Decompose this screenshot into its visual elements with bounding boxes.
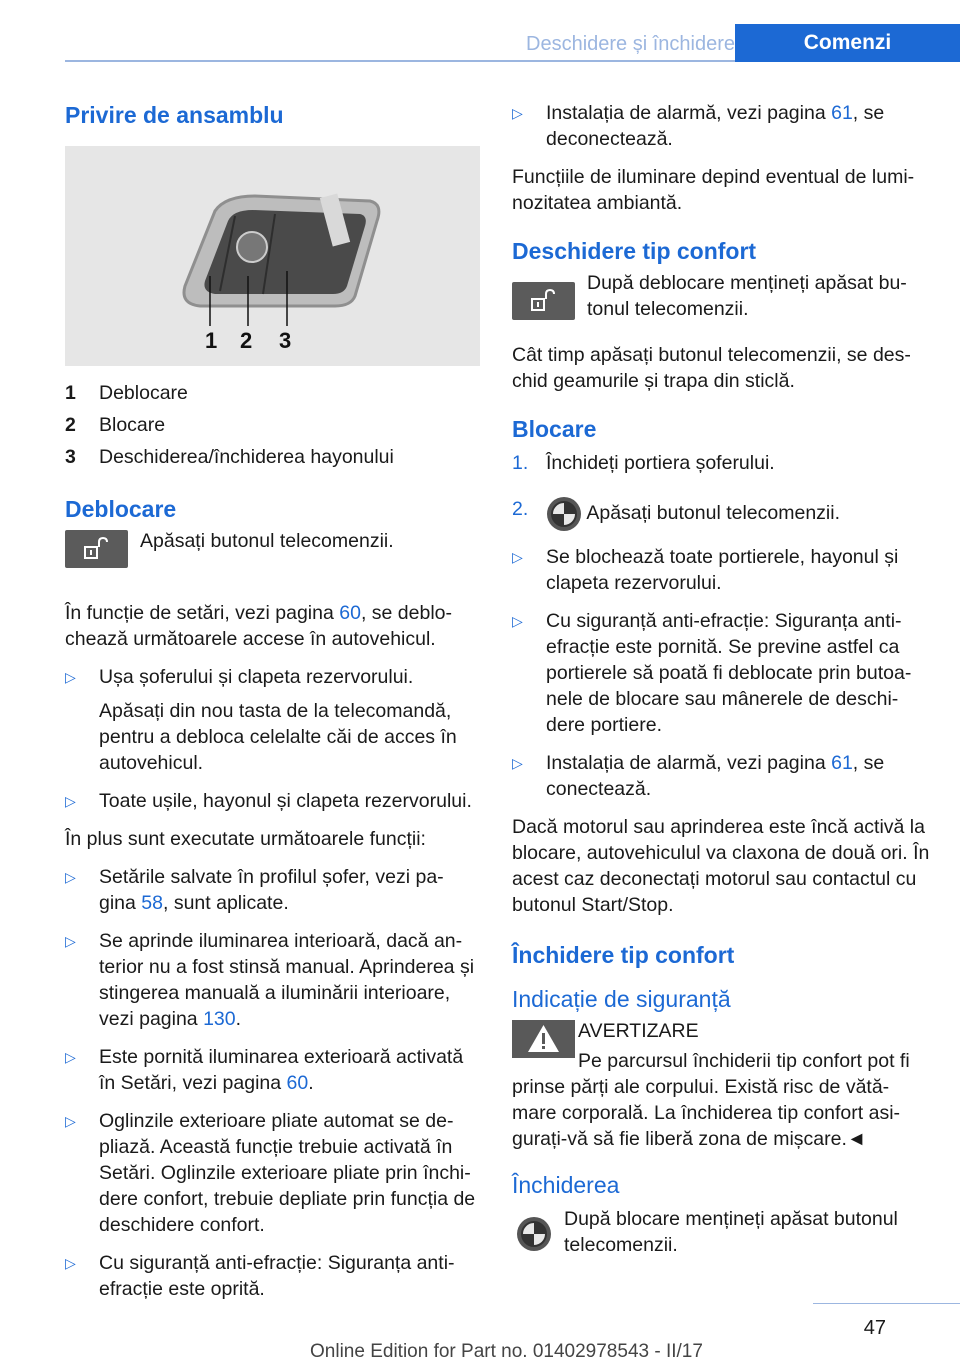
engine-paragraph: Dacă motorul sau aprinderea este încă activă la blocare, autovehiculul va claxona de două ori. În acest caz deconectați motorul sau contactul cu butonul Start/Stop. bbox=[512, 816, 930, 916]
left-column bbox=[65, 100, 483, 1314]
closing-instruction: După blocare mențineți apăsat butonul telecomenzii. bbox=[512, 1206, 930, 1264]
overview-title: Privire de ansamblu bbox=[65, 102, 284, 128]
safety-title: Indicație de siguranță bbox=[512, 986, 731, 1012]
list-item: ▷ Ușa șoferului și clapeta rezervorului. Apăsați din nou tasta de la telecomandă, pentru a debloca celelalte căi de acces în autovehicul. bbox=[65, 664, 483, 776]
footer-edition: Online Edition for Part no. 01402978543 - II/17 bbox=[310, 1341, 703, 1362]
unlock-button-icon bbox=[512, 282, 575, 320]
legend-item: 2 Blocare bbox=[65, 414, 166, 436]
header-section: Deschidere și închidere bbox=[526, 33, 735, 55]
list-item: ▷ Toate ușile, hayonul și clapeta rezervorului. bbox=[65, 788, 483, 814]
unlock-paragraph: În funcție de setări, vezi pagina 60, se deblo‐ chează următoarele accese în autovehicul. bbox=[65, 602, 453, 650]
unlock-button-icon bbox=[65, 530, 128, 568]
warning-icon bbox=[512, 1020, 575, 1058]
comfort-open-paragraph: Cât timp apăsați butonul telecomenzii, se des‐ chid geamurile și trapa din sticlă. bbox=[512, 344, 911, 392]
list-item: ▷ Se blochează toate portierele, hayonul și clapeta rezervorului. bbox=[512, 544, 930, 596]
right-column bbox=[512, 100, 930, 1278]
lock-title: Blocare bbox=[512, 416, 597, 442]
legend-item: 1 Deblocare bbox=[65, 382, 188, 404]
key-label-1: 1 bbox=[205, 328, 218, 353]
warning-block bbox=[512, 1018, 930, 1152]
key-fob-image bbox=[65, 146, 480, 366]
list-item: ▷ Setările salvate în profilul șofer, vezi pa‐ gina 58, sunt aplicate. bbox=[65, 864, 483, 916]
step-1: 1. Închideți portiera șoferului. bbox=[512, 452, 775, 474]
key-label-2: 2 bbox=[240, 328, 253, 353]
list-item: ▷ Instalația de alarmă, vezi pagina 61, se deconectează. bbox=[512, 100, 930, 152]
lighting-paragraph: Funcțiile de iluminare depind eventual de lumi‐ nozitatea ambiantă. bbox=[512, 166, 915, 214]
bmw-button-icon bbox=[516, 1216, 552, 1252]
list-item: ▷ Se aprinde iluminarea interioară, dacă an‐ terior nu a fost stinsă manual. Aprinderea și stingerea manuală a iluminării interioare, vezi pagina 130. bbox=[65, 928, 483, 1032]
comfort-open-title: Deschidere tip confort bbox=[512, 238, 757, 264]
list-item: ▷ Cu siguranță anti-efracție: Siguranța anti- efracție este pornită. Se previne astfel ca portierele să poată fi deblocate prin butoa‐ nele de blocare sau mânerele de deschi‐ dere portiere. bbox=[512, 608, 930, 738]
warning-text: Pe parcursul închiderii tip confort pot fi prinse părți ale corpului. Există risc de vătă‐ mare corporală. La închiderea tip confort asi‐ gurați-vă să fie liberă zona de mișcare.◄ bbox=[512, 1050, 910, 1150]
list-item: ▷ Este pornită iluminarea exterioară activată în Setări, vezi pagina 60. bbox=[65, 1044, 483, 1096]
comfort-close-title: Închidere tip confort bbox=[512, 942, 735, 968]
legend-item: 3 Deschiderea/închiderea hayonului bbox=[65, 446, 394, 468]
list-item: ▷ Oglinzile exterioare pliate automat se de‐ pliază. Această funcție trebuie activată în Setări. Oglinzile exterioare pliate prin închi‐ dere confort, trebuie depliate prin funcția de deschidere confort. bbox=[65, 1108, 483, 1238]
page-number: 47 bbox=[863, 1317, 886, 1339]
unlock-title: Deblocare bbox=[65, 496, 177, 522]
header-tab: Comenzi bbox=[735, 24, 960, 62]
footer-line bbox=[813, 1303, 960, 1304]
warning-label: AVERTIZARE bbox=[578, 1020, 699, 1042]
closing-title: Închiderea bbox=[512, 1172, 620, 1198]
list-item: ▷ Cu siguranță anti-efracție: Siguranța anti- efracție este oprită. bbox=[65, 1250, 483, 1302]
key-label-3: 3 bbox=[279, 328, 292, 353]
step-2: 2. Apăsați butonul telecomenzii. bbox=[512, 496, 930, 532]
bmw-button-icon bbox=[546, 496, 582, 532]
list-item: ▷ Instalația de alarmă, vezi pagina 61, se conectează. bbox=[512, 750, 930, 802]
unlock-instruction: Apăsați butonul telecomenzii. bbox=[65, 528, 483, 586]
extra-intro: În plus sunt executate următoarele funcții: bbox=[65, 828, 426, 850]
comfort-open-instruction: După deblocare mențineți apăsat bu‐ tonul telecomenzii. bbox=[512, 270, 930, 328]
